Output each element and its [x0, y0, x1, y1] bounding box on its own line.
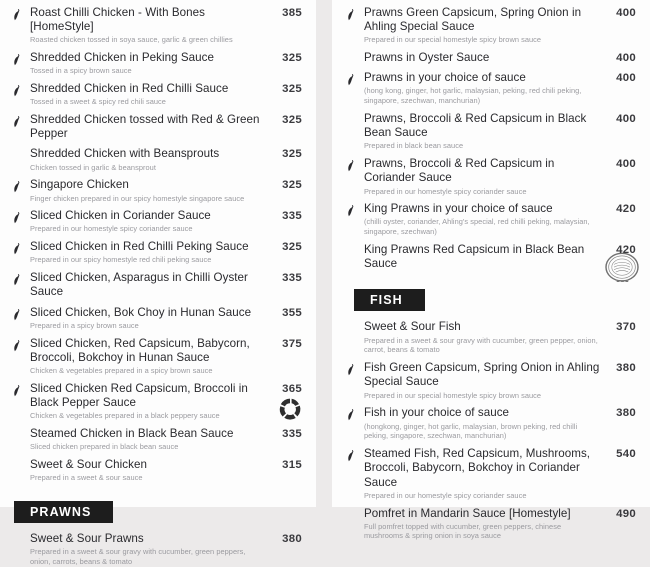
menu-item-body: [364, 507, 606, 542]
menu-item: [344, 507, 636, 542]
menu-item: [10, 427, 302, 452]
menu-item-name: Prawns, Broccoli & Red Capsicum in Coriander Sauce: [363, 157, 555, 185]
menu-item-body: [30, 240, 272, 265]
menu-item-price: 380: [616, 362, 636, 375]
menu-item-description: Prepared in our special homestyle spicy brown sauce: [363, 390, 542, 400]
menu-item-price: 400: [616, 52, 636, 65]
menu-item-name: Pomfret in Mandarin Sauce [Homestyle]: [363, 506, 571, 520]
menu-item-price: 420: [616, 244, 636, 257]
menu-item: [10, 209, 302, 234]
menu-item: [10, 240, 302, 265]
menu-column-right: [332, 0, 650, 541]
menu-item: [10, 51, 302, 76]
menu-item-description: Roasted chicken tossed in soya sauce, garlic & green chillies: [30, 35, 233, 45]
spice-indicator-slot: [12, 458, 30, 461]
menu-item-name: Sliced Chicken, Red Capsicum, Babycorn, Broccoli, Bokchoy in Hunan Sauce: [30, 336, 250, 364]
menu-item-description: Prepared in a sweet & sour gravy with cucumber, green pepper, onion, carrot, beans & tomato: [363, 335, 598, 355]
menu-item-description: Chicken tossed in garlic & beansprout: [30, 162, 156, 172]
chilli-icon: [346, 409, 355, 421]
spice-indicator-slot: [12, 178, 30, 193]
restaurant-logo-partial-icon: [278, 397, 302, 421]
spice-indicator-slot: [12, 6, 30, 21]
menu-item: [344, 361, 636, 400]
menu-item-description: Prepared in a sweet & sour sauce: [30, 472, 143, 482]
menu-item-name: Shredded Chicken in Peking Sauce: [30, 51, 214, 65]
menu-item-name: Sliced Chicken Red Capsicum, Broccoli in Black Pepper Sauce: [30, 381, 248, 409]
chilli-icon: [12, 309, 21, 321]
menu-item-name: Prawns in Oyster Sauce: [363, 51, 490, 65]
menu-item-name: Shredded Chicken tossed with Red & Green Pepper: [30, 113, 260, 141]
menu-item-body: [364, 406, 606, 441]
menu-item-name: Shredded Chicken in Red Chilli Sauce: [30, 82, 229, 96]
menu-item-name: King Prawns in your choice of sauce: [363, 202, 553, 216]
spice-indicator-slot: [12, 240, 30, 255]
spice-indicator-slot: [346, 447, 364, 462]
menu-item-description: Tossed in a sweet & spicy red chili sauce: [30, 97, 166, 107]
menu-item-body: [30, 271, 272, 299]
menu-item-body: [30, 209, 272, 234]
chilli-icon: [12, 9, 21, 21]
menu-item-body: [364, 51, 606, 65]
chilli-icon: [346, 450, 355, 462]
menu-item-name: Sweet & Sour Chicken: [30, 457, 147, 471]
menu-item-price: 490: [616, 507, 636, 520]
menu-item: [344, 112, 636, 151]
menu-item: [10, 82, 302, 107]
menu-item-description: Full pomfret topped with cucumber, green peppers, chinese mushrooms & spring onion in soya sauce: [363, 521, 562, 541]
menu-item-body: [30, 382, 272, 421]
menu-item-name: Prawns in your choice of sauce: [363, 71, 526, 85]
spice-indicator-slot: [346, 6, 364, 21]
menu-item: [344, 51, 636, 65]
chilli-icon: [12, 340, 21, 352]
menu-item-body: [30, 458, 272, 483]
chilli-icon: [12, 54, 21, 66]
menu-item-body: [30, 147, 272, 172]
menu-item-price: 400: [616, 7, 636, 19]
menu-item-price: 335: [282, 272, 303, 285]
menu-item-price: 325: [282, 83, 303, 96]
menu-column-left: [0, 0, 316, 566]
spice-indicator-slot: [12, 209, 30, 224]
menu-item: [10, 113, 302, 141]
chilli-icon: [346, 364, 355, 376]
menu-item-description: (hong kong, ginger, hot garlic, malaysian, peking, red chili peking, singapore, szechwan, manchurian): [363, 86, 582, 106]
menu-item: [344, 406, 636, 441]
menu-item-price: 355: [282, 306, 303, 319]
menu-item-price: 380: [616, 407, 636, 420]
menu-item-name: Fish Green Capsicum, Spring Onion in Ahling Special Sauce: [363, 361, 600, 389]
menu-item-body: [364, 112, 606, 151]
spice-indicator-slot: [346, 406, 364, 421]
chilli-icon: [346, 205, 355, 217]
menu-item-description: Prepared in our homestyle spicy coriander sauce: [30, 224, 193, 234]
menu-item-description: Chicken & vegetables prepared in a spicy brown sauce: [30, 365, 213, 375]
prawns-item-list-right: [344, 6, 636, 271]
menu-item-body: [30, 427, 272, 452]
chilli-icon: [12, 116, 21, 128]
menu-item-name: Sweet & Sour Prawns: [30, 531, 144, 545]
menu-item-price: 540: [616, 448, 636, 461]
menu-item-name: Sliced Chicken in Red Chilli Peking Sauce: [30, 240, 249, 254]
spice-indicator-slot: [346, 71, 364, 86]
menu-item-description: Prepared in a spicy brown sauce: [30, 320, 139, 330]
menu-item-price: 325: [282, 114, 303, 127]
menu-item-name: Shredded Chicken with Beansprouts: [30, 147, 220, 161]
menu-item-body: [30, 6, 272, 45]
menu-item: [344, 157, 636, 196]
section-header-prawns: PRAWNS: [14, 501, 113, 523]
menu-item-name: Singapore Chicken: [30, 178, 129, 192]
menu-item: [10, 306, 302, 331]
menu-item-price: 420: [616, 203, 636, 216]
chicken-item-list: [10, 6, 302, 483]
restaurant-seal-stamp-icon: [604, 252, 640, 284]
menu-item-price: 370: [616, 321, 636, 334]
menu-item-description: Prepared in a sweet & sour gravy with cucumber, green peppers, onion, carrots, beans & tomato: [30, 546, 246, 566]
chilli-icon: [346, 160, 355, 172]
chilli-icon: [12, 212, 21, 224]
menu-item-description: Chicken & vegetables prepared in a black peppery sauce: [30, 410, 220, 420]
spice-indicator-slot: [12, 337, 30, 352]
menu-item-price: 385: [282, 7, 303, 19]
menu-item: [344, 320, 636, 355]
chilli-icon: [346, 74, 355, 86]
chilli-icon: [12, 85, 21, 97]
menu-item: [344, 243, 636, 271]
menu-item-body: [30, 82, 272, 107]
menu-item-price: 325: [282, 179, 303, 192]
menu-item-price: 400: [616, 72, 636, 85]
menu-item-name: Roast Chilli Chicken - With Bones [HomeStyle]: [30, 6, 205, 34]
chilli-icon: [12, 274, 21, 286]
menu-item: [10, 271, 302, 299]
menu-item-body: [30, 532, 272, 567]
menu-item-body: [364, 243, 606, 271]
menu-item-name: Sliced Chicken in Coriander Sauce: [30, 209, 211, 223]
menu-item: [344, 6, 636, 45]
fish-item-list: [344, 320, 636, 541]
chilli-icon: [346, 9, 355, 21]
menu-item-name: Sliced Chicken, Asparagus in Chilli Oyster Sauce: [30, 271, 248, 299]
spice-indicator-slot: [346, 112, 364, 115]
menu-item-description: (hongkong, ginger, hot garlic, malaysian, brown peking, red chilli peking, singapore, szechwan, manchurian): [363, 421, 578, 441]
spice-indicator-slot: [12, 51, 30, 66]
spice-indicator-slot: [346, 507, 364, 510]
menu-item-price: 380: [282, 532, 303, 545]
menu-item-price: 365: [282, 382, 303, 395]
menu-item-body: [30, 178, 272, 203]
menu-item-description: Prepared in our spicy homestyle red chili peking sauce: [30, 255, 212, 265]
menu-item-price: 315: [282, 458, 303, 471]
menu-item: [344, 71, 636, 106]
menu-item-description: Tossed in a spicy brown sauce: [30, 66, 132, 76]
menu-item-body: [364, 202, 606, 237]
menu-item: [10, 532, 302, 567]
spice-indicator-slot: [12, 532, 30, 535]
menu-item-body: [30, 113, 272, 141]
menu-item: [10, 337, 302, 376]
menu-item: [10, 458, 302, 483]
chilli-icon: [12, 385, 21, 397]
menu-item-description: Prepared in our homestyle spicy coriander sauce: [363, 186, 527, 196]
menu-item-body: [30, 306, 272, 331]
spice-indicator-slot: [12, 82, 30, 97]
prawns-item-list-left: [10, 532, 302, 567]
chilli-icon: [12, 243, 21, 255]
menu-item-name: King Prawns Red Capsicum in Black Bean Sauce: [363, 243, 585, 271]
menu-item-name: Sweet & Sour Fish: [363, 320, 461, 334]
menu-item-name: Prawns, Broccoli & Red Capsicum in Black Bean Sauce: [363, 112, 587, 140]
menu-item-price: 375: [282, 337, 303, 350]
menu-item-price: 335: [282, 210, 303, 223]
spice-indicator-slot: [12, 382, 30, 397]
spice-indicator-slot: [12, 113, 30, 128]
menu-item-price: 325: [282, 148, 303, 161]
spice-indicator-slot: [12, 427, 30, 430]
menu-item-description: Prepared in our special homestyle spicy brown sauce: [363, 35, 542, 45]
menu-item-description: (chilli oyster, coriander, Ahling's special, red chilli peking, malaysian, singapore, szechwan): [363, 217, 590, 237]
section-header-fish: FISH: [354, 289, 425, 311]
menu-item-name: Sliced Chicken, Bok Choy in Hunan Sauce: [30, 305, 252, 319]
spice-indicator-slot: [12, 306, 30, 321]
spice-indicator-slot: [346, 320, 364, 323]
menu-item-body: [364, 361, 606, 400]
menu-item-price: 400: [616, 158, 636, 171]
menu-item: [10, 147, 302, 172]
menu-item-description: Finger chicken prepared in our spicy homestyle singapore sauce: [30, 193, 245, 203]
menu-item: [344, 202, 636, 237]
spice-indicator-slot: [12, 271, 30, 286]
menu-item-name: Fish in your choice of sauce: [363, 406, 510, 420]
menu-item-body: [30, 51, 272, 76]
menu-item-description: Sliced chicken prepared in black bean sauce: [30, 441, 179, 451]
menu-item-body: [364, 6, 606, 45]
spice-indicator-slot: [12, 147, 30, 150]
menu-item: [10, 382, 302, 421]
menu-item-name: Prawns Green Capsicum, Spring Onion in Ahling Special Sauce: [363, 6, 582, 34]
spice-indicator-slot: [346, 243, 364, 246]
spice-indicator-slot: [346, 157, 364, 172]
menu-item-body: [364, 71, 606, 106]
menu-item-price: 400: [616, 113, 636, 126]
spice-indicator-slot: [346, 361, 364, 376]
page-gutter: [316, 0, 324, 507]
menu-item-description: Prepared in our homestyle spicy coriander sauce: [363, 490, 527, 500]
spice-indicator-slot: [346, 51, 364, 54]
menu-item-price: 335: [282, 427, 303, 440]
menu-item: [10, 178, 302, 203]
spice-indicator-slot: [346, 202, 364, 217]
menu-item: [10, 6, 302, 45]
menu-item-body: [364, 320, 606, 355]
chilli-icon: [12, 181, 21, 193]
menu-item-description: Prepared in black bean sauce: [363, 141, 464, 151]
menu-item-price: 325: [282, 241, 303, 254]
menu-item-name: Steamed Fish, Red Capsicum, Mushrooms, Broccoli, Babycorn, Bokchoy in Coriander Sauce: [363, 447, 591, 489]
menu-item-name: Steamed Chicken in Black Bean Sauce: [30, 426, 234, 440]
menu-item-body: [364, 447, 606, 500]
menu-item-body: [364, 157, 606, 196]
menu-item-body: [30, 337, 272, 376]
menu-item-price: 325: [282, 52, 303, 65]
menu-item: [344, 447, 636, 500]
